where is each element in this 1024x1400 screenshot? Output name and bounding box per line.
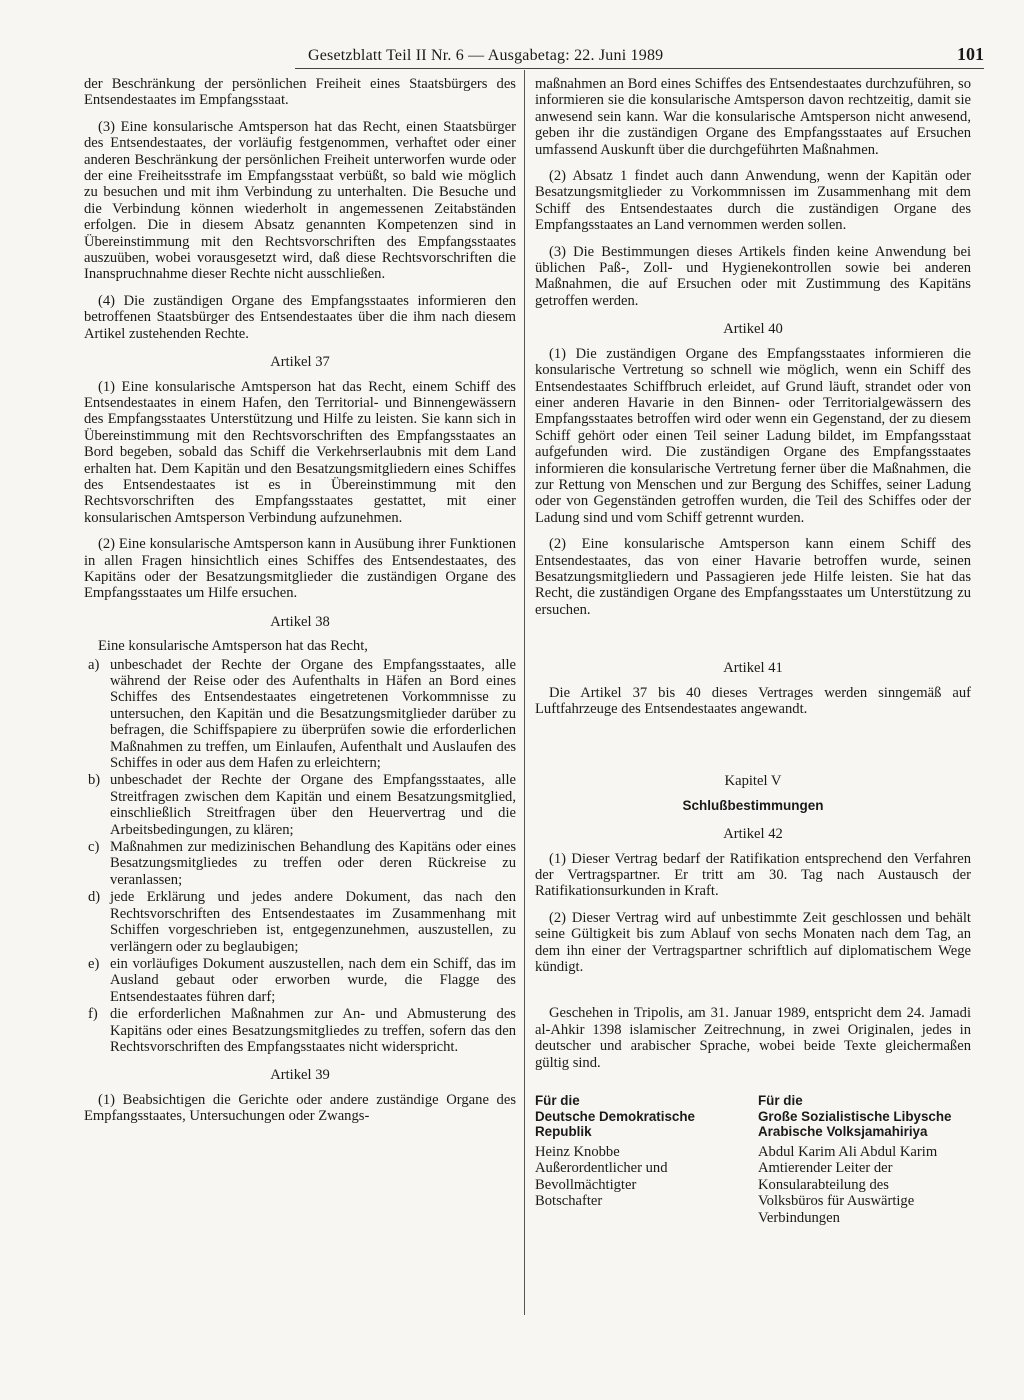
article-39-paragraph-1: (1) Beabsichtigen die Gerichte oder andere zuständige Organe des Empfangsstaates, Untersuchungen oder Zwangs- [84, 1091, 516, 1125]
continued-paragraph: maßnahmen an Bord eines Schiffes des Entsendestaates durchzuführen, so informieren sie die konsularische Amtsperson davon rechtzeitig, damit sie anwesend sein kann. War die konsularische Amtsperson nicht anwesend, geben ihr die zuständigen Organe des Empfangsstaates auf Ersuchen umfassend Auskunft über die durchgeführten Maßnahmen. [535, 76, 971, 158]
party-line: Arabische Volksjamahiriya [758, 1124, 928, 1140]
article-39-paragraph-2: (2) Absatz 1 findet auch dann Anwendung, wenn der Kapitän oder Besatzungsmitglieder zu Vorkommnissen im Zusammenhang mit dem Schiff des Entsendestaates durch die zuständigen Organe des Empfangsstaates an Land vernommen werden sollen. [535, 168, 971, 234]
closing-paragraph: Geschehen in Tripolis, am 31. Januar 1989, entspricht dem 24. Jamadi al-Ahkir 1398 islamischer Zeitrechnung, in zwei Originalen, jedes in deutscher und arabischer Sprache, wobei beide Texte gleichermaßen gültig sind. [535, 1005, 971, 1071]
person-line: Konsularabteilung des [758, 1176, 889, 1193]
article-38-intro: Eine konsularische Amtsperson hat das Recht, [98, 638, 368, 655]
list-item [84, 956, 516, 1005]
article-37-paragraph-1: (1) Eine konsularische Amtsperson hat das Recht, einem Schiff des Entsendestaates in einem Hafen, den Territorial- und Binnengewässern des Empfangsstaates Unterstützung und Hilfe zu leisten. Sie kann sich in Übereinstimmung mit den Rechtsvorschriften des Empfangsstaates an Bord begeben, sobald das Schiff die Verkehrserlaubnis mit dem Land erhalten hat. Dem Kapitän und den Besatzungsmitgliedern eines Schiffes des Entsendestaates ist es in Übereinstimmung mit den Rechtsvorschriften des Empfangsstaates gestattet, mit einer konsularischen Amtsperson Verbindung aufzunehmen. [84, 378, 516, 526]
person-line: Volksbüros für Auswärtige [758, 1193, 915, 1210]
article-42-heading: Artikel 42 [723, 826, 783, 843]
article-40-paragraph-1: (1) Die zuständigen Organe des Empfangsstaates informieren die konsularische Vertretung so schnell wie möglich, wenn ein Schiff des Entsendestaates Schiffbruch erleidet, auf Grund läuft, strandet oder von einer anderen Havarie in den Binnen- oder Territorialgewässern des Empfangsstaates betroffen wird oder wenn ein Gegenstand, der zu diesem Schiff gehört oder einen Teil seiner Ladung bildet, im Empfangsstaat aufgefunden wird. Die zuständigen Organe des Empfangsstaates informieren die konsularische Vertretung ferner über die Maßnahmen, die zur Rettung von Menschen und zur Bergung des Schiffes, seiner Ladung oder von Gegenständen getroffen wurden, die Teil des Schiffes oder der Ladung sind und vom Schiff getrennt wurden. [535, 345, 971, 526]
party-line: Für die [535, 1093, 580, 1109]
article-41-paragraph: Die Artikel 37 bis 40 dieses Vertrages werden sinngemäß auf Luftfahrzeuge des Entsendestaates angewandt. [535, 684, 971, 717]
item-text: ein vorläufiges Dokument auszustellen, nach dem ein Schiff, das im Ausland gebaut oder erworben wurde, die Flagge des Entsendestaates führen darf; [110, 955, 516, 1005]
list-item [84, 772, 516, 838]
item-marker: c) [88, 839, 100, 856]
paragraph-4: (4) Die zuständigen Organe des Empfangsstaates informieren den betroffenen Staatsbürger des Entsendestaates über die ihm nach diesem Artikel zustehenden Rechte. [84, 292, 516, 342]
chapter-title: Schlußbestimmungen [682, 797, 824, 813]
person-line: Abdul Karim Ali Abdul Karim [758, 1143, 938, 1160]
person-line: Botschafter [535, 1193, 603, 1210]
article-37-heading: Artikel 37 [270, 354, 330, 371]
item-text: Maßnahmen zur medizinischen Behandlung des Kapitäns oder eines Besatzungsmitgliedes zu treffen oder deren Rückreise zu veranlassen; [110, 839, 516, 888]
item-text: unbeschadet der Rechte der Organe des Empfangsstaates, alle während der Reise oder des Aufenthalts in Häfen an Bord eines Schiffes des Entsendestaates eingetretenen Vorkommnisse zu untersuchen, den Kapitän und die Besatzungsmitglieder darüber zu befragen, die Schiffspapiere zu überprüfen sowie die erforderlichen Maßnahmen zu treffen, um Einlaufen, Aufenthalt und Auslaufen des Schiffes in oder aus dem Hafen zu erleichtern; [110, 656, 516, 772]
signatory-gdr [535, 1093, 748, 1226]
item-marker: b) [88, 772, 101, 789]
list-item [84, 657, 516, 772]
item-text: unbeschadet der Rechte der Organe des Empfangsstaates, alle Streitfragen zwischen dem Kapitän und einem Besatzungsmitglied, einschließlich Streitfragen über den Heuervertrag und die Arbeitsbedingungen, zu klären; [110, 772, 516, 838]
article-40-heading: Artikel 40 [723, 321, 783, 338]
party-line: Deutsche Demokratische [535, 1108, 696, 1124]
item-marker: d) [88, 889, 101, 906]
left-column [84, 76, 516, 1135]
list-item [84, 1006, 516, 1055]
article-38-heading: Artikel 38 [270, 613, 330, 630]
signatory-libya [748, 1093, 971, 1226]
spacer [535, 727, 971, 761]
item-text: jede Erklärung und jedes andere Dokument, das nach den Rechtsvorschriften des Entsendestaates im Zusammenhang mit Schiffen vorgeschrieben ist, entgegenzunehmen, auszustellen, zu verlängern oder zu beglaubigen; [110, 889, 516, 955]
list-item [84, 839, 516, 888]
column-divider [524, 70, 525, 1315]
article-38-list [84, 657, 516, 1056]
chapter-heading: Kapitel V [724, 773, 782, 790]
person-line: Bevollmächtigter [535, 1176, 637, 1193]
signatures [535, 1093, 971, 1226]
article-37-paragraph-2: (2) Eine konsularische Amtsperson kann in Ausübung ihrer Funktionen in allen Fragen hinsichtlich eines Schiffes des Entsendestaates, des Kapitäns oder der Besatzungsmitglieder die zuständigen Organe des Empfangsstaates um Hilfe ersuchen. [84, 536, 516, 602]
party-line: Große Sozialistische Libysche [758, 1108, 952, 1124]
article-40-paragraph-2: (2) Eine konsularische Amtsperson kann einem Schiff des Entsendestaates, das von einer Havarie betroffen wurde, seinen Besatzungsmitgliedern und Passagieren jede Hilfe leisten. Sie hat das Recht, die zuständigen Organe des Empfangsstaates um Unterstützung zu ersuchen. [535, 536, 971, 618]
article-41-heading: Artikel 41 [723, 660, 783, 677]
spacer [535, 985, 971, 1005]
person-line: Außerordentlicher und [535, 1160, 668, 1177]
item-marker: a) [88, 656, 100, 673]
page-number: 101 [957, 44, 984, 64]
person-line: Heinz Knobbe [535, 1143, 620, 1160]
continued-paragraph: der Beschränkung der persönlichen Freiheit eines Staatsbürgers des Entsendestaates im Empfangsstaat. [84, 76, 516, 109]
paragraph-3: (3) Eine konsularische Amtsperson hat das Recht, einen Staatsbürger des Entsendestaates, der vorläufig festgenommen, verhaftet oder einer anderen Beschränkung der persönlichen Freiheit unterworfen wurde oder der eine Freiheitsstrafe im Empfangsstaat verbüßt, so bald wie möglich zu besuchen und mit ihm Verbindung zu unterhalten. Die Besuche und die Verbindung können wiederholt in angemessenen Zeitabständen erfolgen. Die in diesem Absatz genannten Kompetenzen sind in Übereinstimmung mit den Rechtsvorschriften des Empfangsstaates auszuüben, wobei vorausgesetzt wird, daß diese Rechtsvorschriften die Inanspruchnahme dieser Rechte nicht ausschließen. [84, 118, 516, 283]
signatory-person [535, 1144, 748, 1210]
party-line: Für die [758, 1093, 803, 1109]
right-column [535, 76, 971, 1226]
header-rule [295, 68, 984, 69]
article-39-paragraph-3: (3) Die Bestimmungen dieses Artikels finden keine Anwendung bei üblichen Paß-, Zoll- und Hygienekontrollen sowie bei anderen Maßnahmen, die auf Ersuchen oder mit Zustimmung des Kapitäns getroffen werden. [535, 243, 971, 309]
party-name [758, 1093, 971, 1140]
signatory-person [758, 1144, 971, 1226]
article-42-paragraph-2: (2) Dieser Vertrag wird auf unbestimmte Zeit geschlossen und behält seine Gültigkeit bis zum Ablauf von sechs Monaten nach dem Tag, an dem ihn einer der Vertragspartner schriftlich auf diplomatischem Wege kündigt. [535, 909, 971, 976]
item-text: die erforderlichen Maßnahmen zur An- und Abmusterung des Kapitäns oder eines Besatzungsmitgliedes zu treffen, sofern das den Rechtsvorschriften des Empfangsstaates nicht widerspricht. [110, 1006, 516, 1055]
spacer [535, 628, 971, 648]
article-39-heading: Artikel 39 [270, 1067, 330, 1084]
person-line: Amtierender Leiter der [758, 1160, 893, 1177]
item-marker: f) [88, 1006, 98, 1023]
item-marker: e) [88, 955, 100, 972]
party-line: Republik [535, 1124, 592, 1140]
person-line: Verbindungen [758, 1209, 840, 1226]
party-name [535, 1093, 748, 1140]
list-item [84, 889, 516, 955]
page-header [300, 44, 984, 66]
article-42-paragraph-1: (1) Dieser Vertrag bedarf der Ratifikation entsprechend den Verfahren der Vertragspartner. Er tritt am 30. Tag nach Austausch der Ratifikationsurkunden in Kraft. [535, 850, 971, 900]
gazette-title: Gesetzblatt Teil II Nr. 6 — Ausgabetag: 22. Juni 1989 [308, 47, 664, 64]
